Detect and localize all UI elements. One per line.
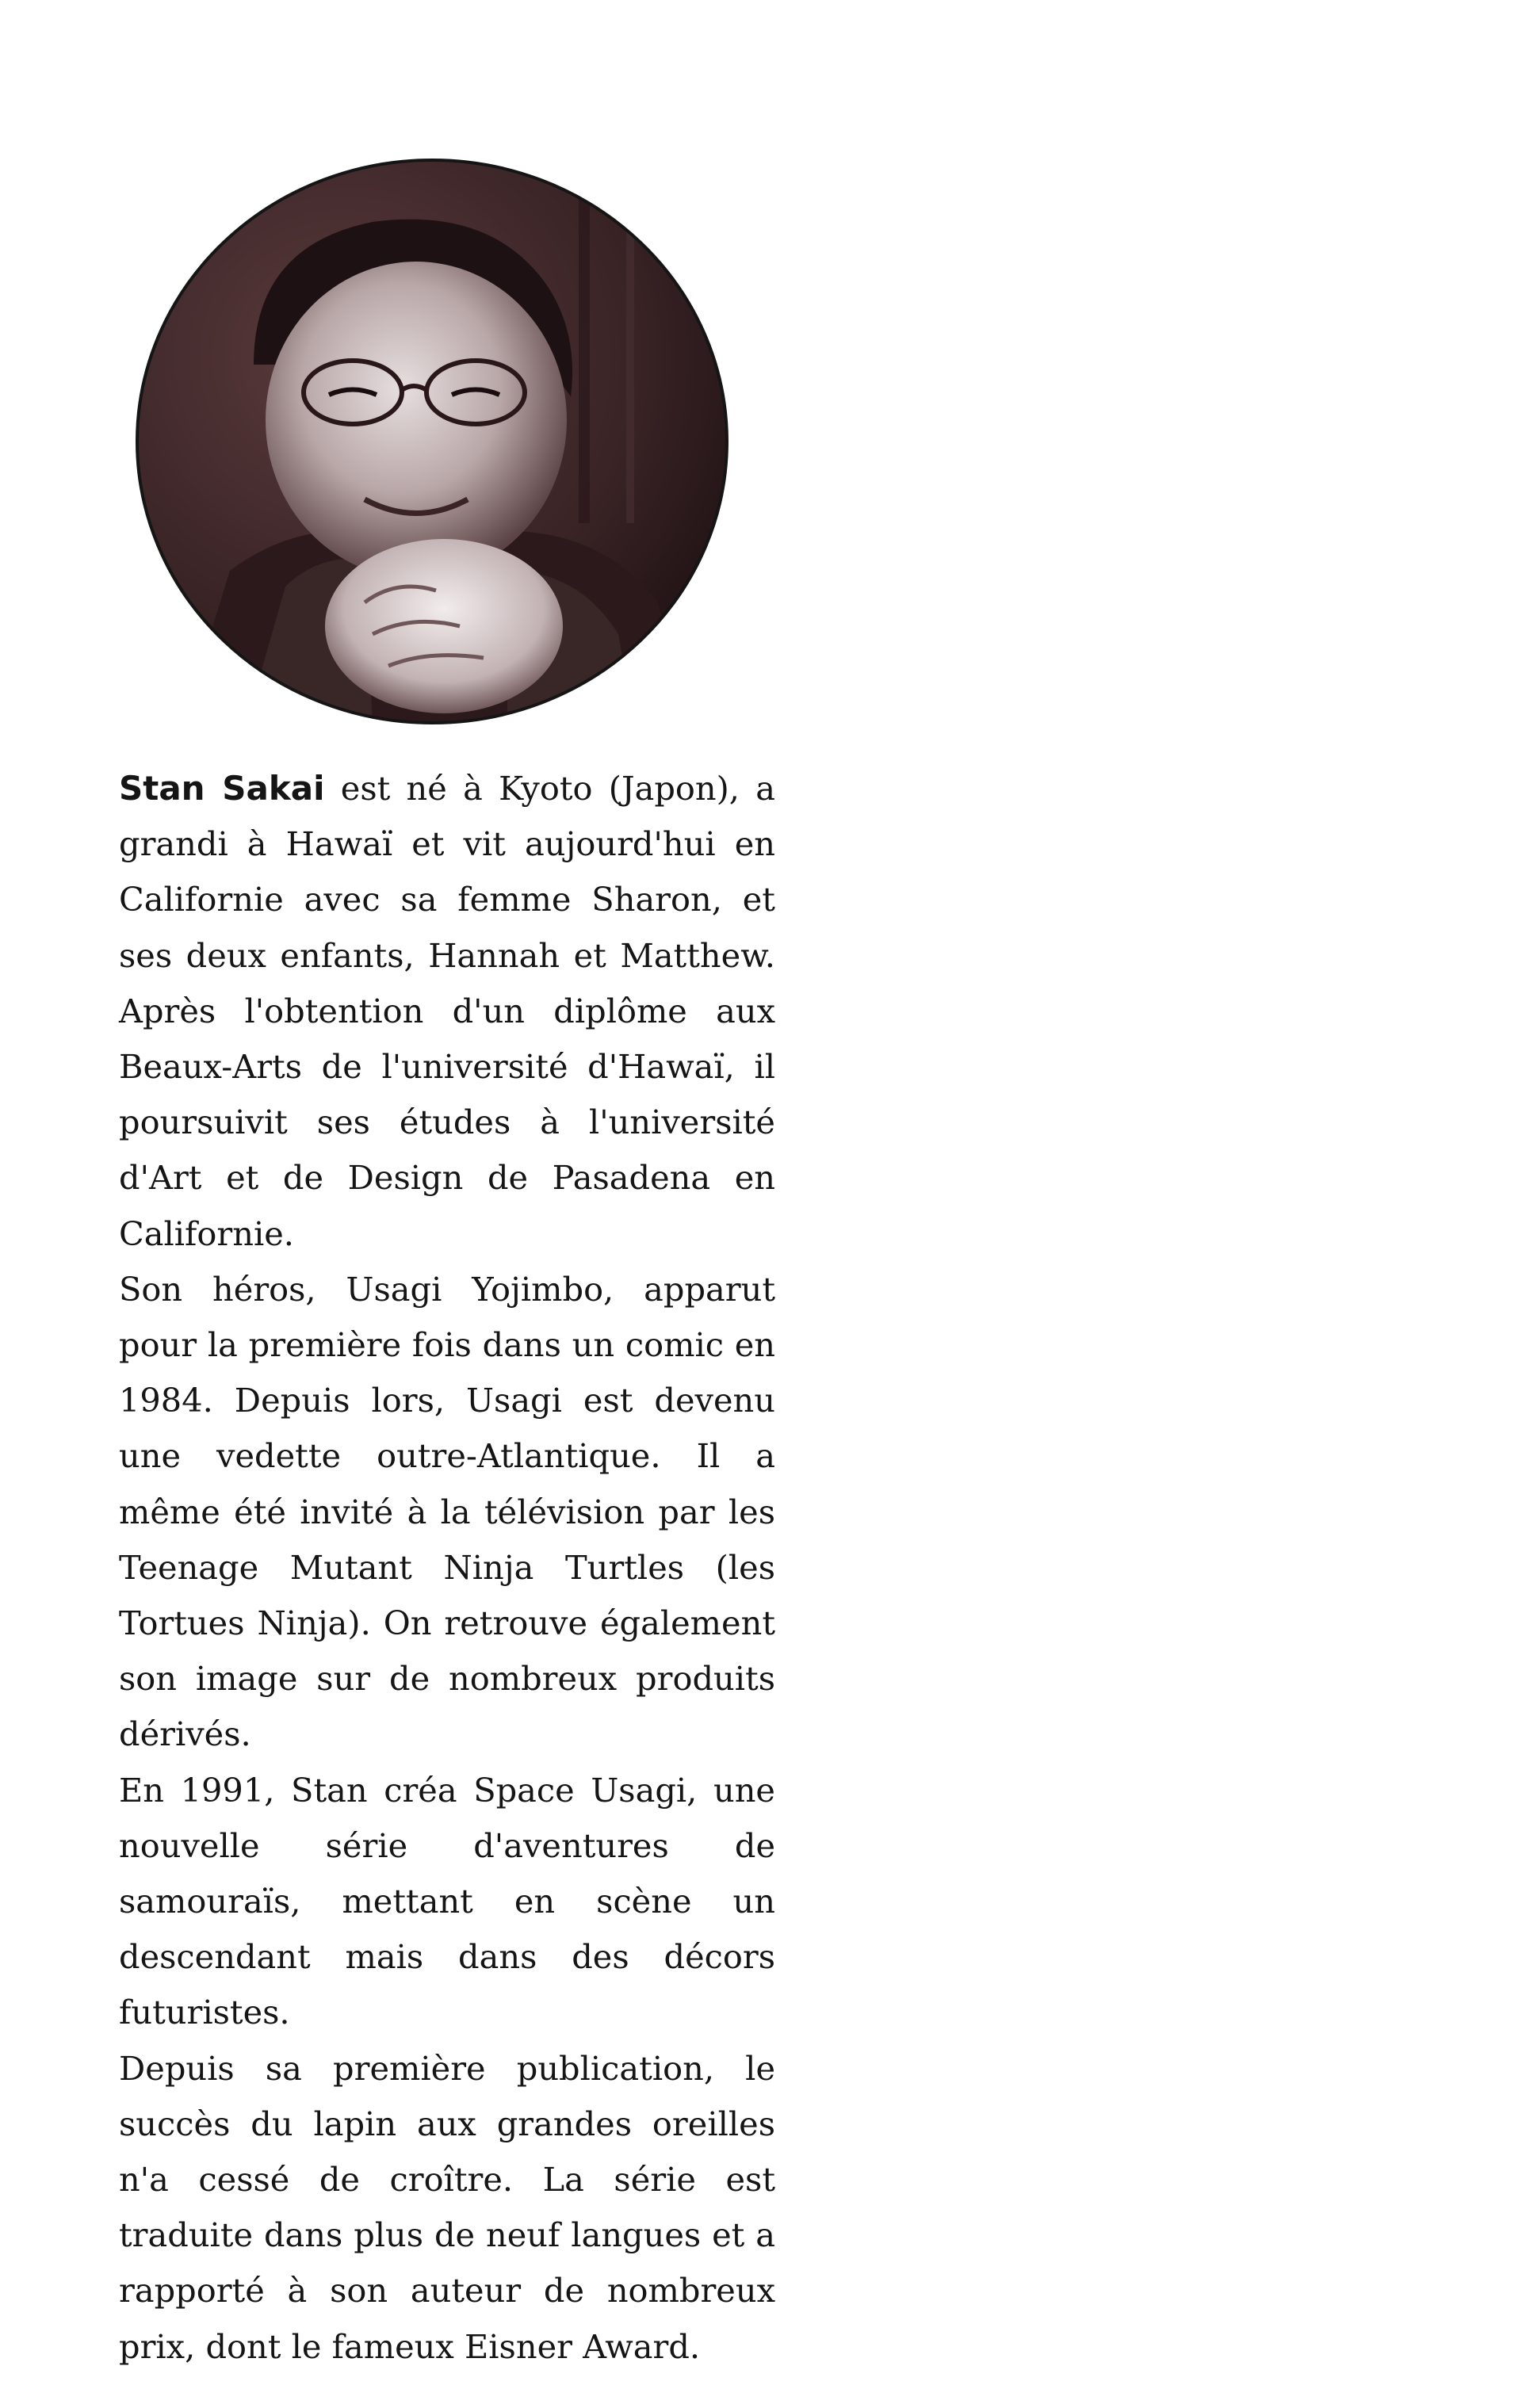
- bio-paragraph-2: Son héros, Usagi Yojimbo, apparut pour la première fois dans un comic en 1984. Depuis lors, Usagi est devenu une vedette outre-Atlantique. Il a même été invité à la télévision par les Teenage Mutant Ninja Turtles (les Tortues Ninja). On retrouve également son image sur de nombreux produits dérivés.: [119, 1269, 775, 1754]
- bio-paragraph-4: Depuis sa première publication, le succès du lapin aux grandes oreilles n'a cessé de croître. La série est traduite dans plus de neuf langues et a rapporté à son auteur de nombreux prix, dont le fameux Eisner Award.: [119, 2048, 775, 2366]
- author-portrait: [135, 159, 729, 725]
- bio-paragraph-1: [119, 761, 775, 1262]
- author-name: Stan Sakai: [119, 769, 325, 808]
- bio-paragraph-1-text: est né à Kyoto (Japon), a grandi à Hawaï et vit aujourd'hui en Californie avec sa femme Sharon, et ses deux enfants, Hannah et Matthew. Après l'obtention d'un diplôme aux Beaux-Arts de l'université d'Hawaï, il poursuivit ses études à l'université d'Art et de Design de Pasadena en Californie.: [119, 769, 775, 1253]
- author-photo: [135, 159, 729, 725]
- bio-paragraph-3: En 1991, Stan créa Space Usagi, une nouvelle série d'aventures de samouraïs, mettant en scène un descendant mais dans des décors futuristes.: [119, 1770, 775, 2032]
- author-biography: [119, 761, 775, 2375]
